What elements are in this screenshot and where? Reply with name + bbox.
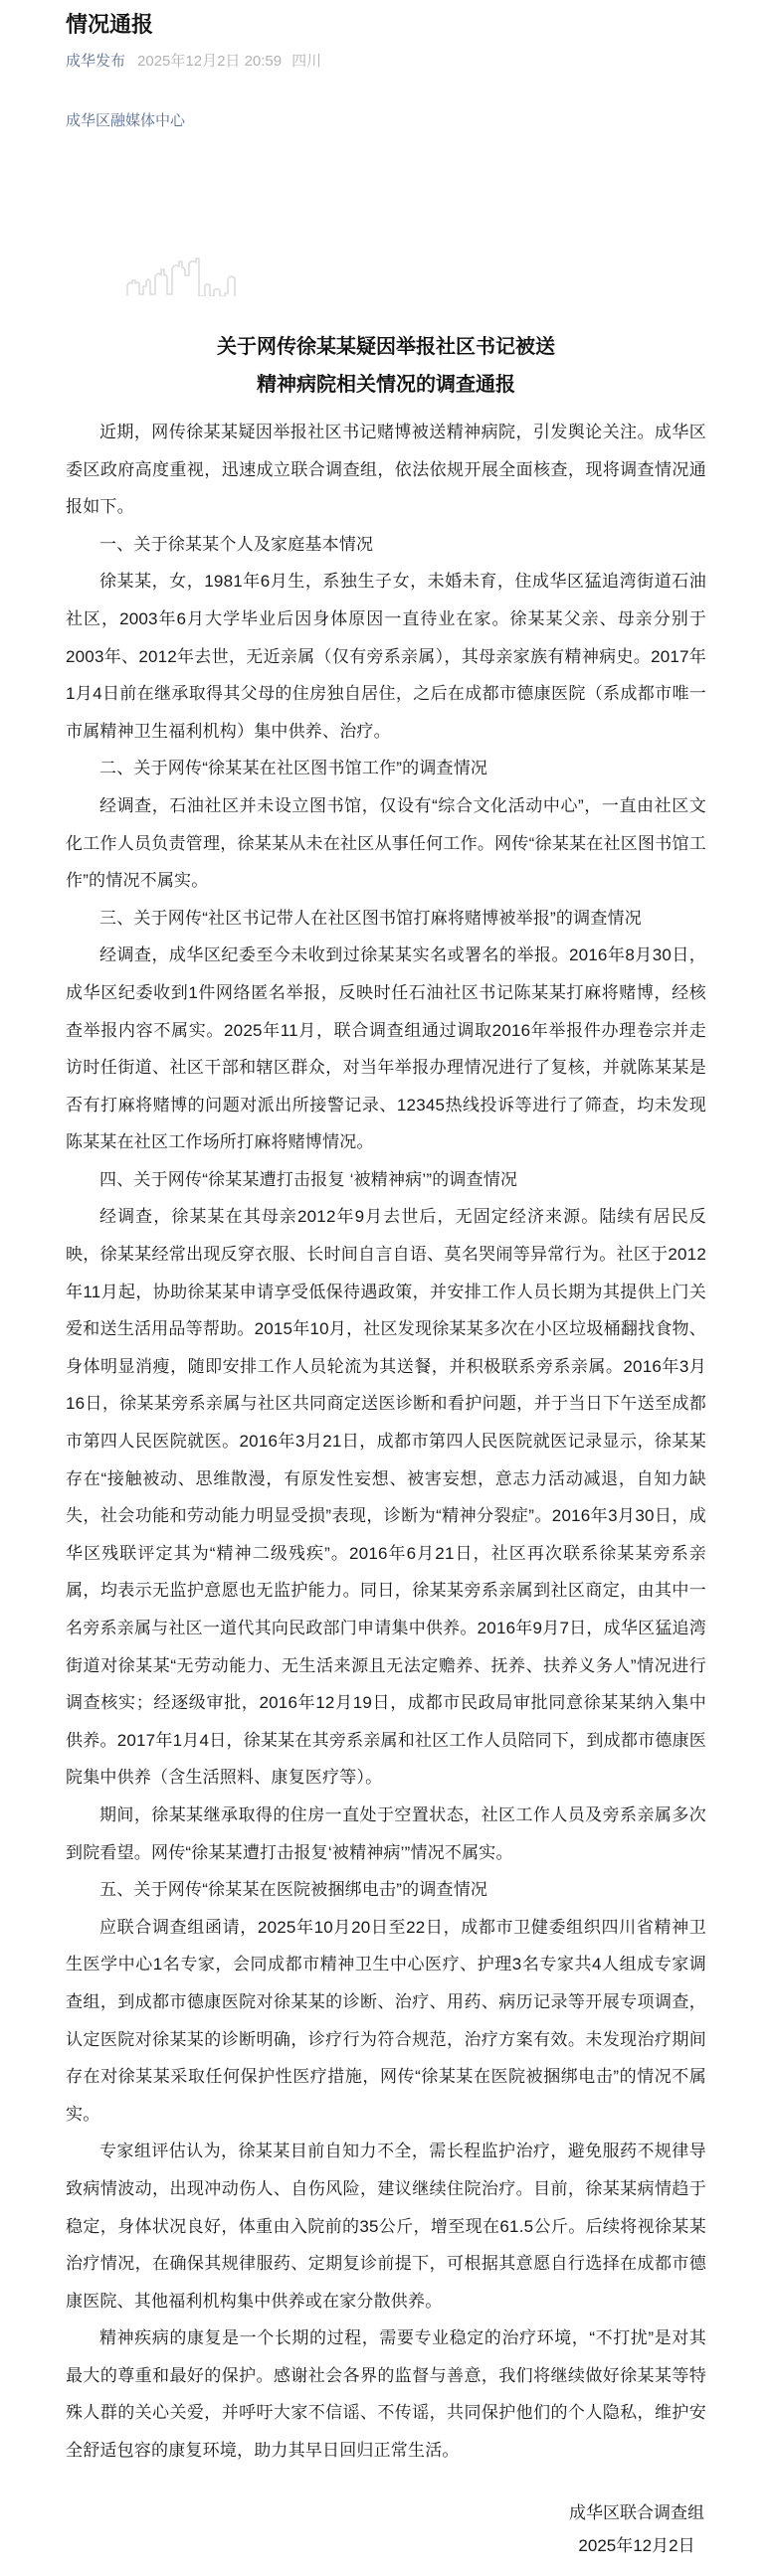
article-paragraph: 一、关于徐某某个人及家庭基本情况 xyxy=(99,534,374,554)
article-title-line1: 关于网传徐某某疑因举报社区书记被送 xyxy=(217,336,555,358)
article-title-line2: 精神病院相关情况的调查通报 xyxy=(257,374,515,396)
article-paragraph: 近期，网传徐某某疑因举报社区书记赌博被送精神病院，引发舆论关注。成华区委区政府高度重视，迅速成立联合调查组，依法依规开展全面核查，现将调查情况通报如下。 xyxy=(66,423,706,517)
signature-date: 2025年12月2日 xyxy=(578,2535,695,2555)
article-paragraph: 期间，徐某某继承取得的住房一直处于空置状态，社区工作人员及旁系亲属多次到院看望。网传“徐某某遭打击报复‘被精神病’”情况不属实。 xyxy=(66,1804,706,1862)
source-link[interactable]: 成华区融媒体中心 xyxy=(66,112,186,129)
article-paragraph: 三、关于网传“社区书记带人在社区图书馆打麻将赌博被举报”的调查情况 xyxy=(99,908,642,928)
article-paragraph: 专家组评估认为，徐某某目前自知力不全，需长程监护治疗，避免服药不规律导致病情波动，出现冲动伤人、自伤风险，建议继续住院治疗。目前，徐某某病情趋于稳定，身体状况良好，体重由入院前的35公斤，增至现在61.5公斤。后续将视徐某某治疗情况，在确保其规律服药、定期复诊前提下，可根据其意愿自行选择在成都市德康医院、其他福利机构集中供养或在家分散供养。 xyxy=(66,2142,706,2311)
signature-name: 成华区联合调查组 xyxy=(569,2502,704,2522)
article-paragraph: 经调查，石油社区并未设立图书馆，仅设有“综合文化活动中心”，一直由社区文化工作人员负责管理，徐某某从未在社区从事任何工作。网传“徐某某在社区图书馆工作”的情况不属实。 xyxy=(66,795,706,891)
article-paragraph: 二、关于网传“徐某某在社区图书馆工作”的调查情况 xyxy=(99,759,488,778)
article-paragraph: 四、关于网传“徐某某遭打击报复 ‘被精神病’”的调查情况 xyxy=(99,1169,518,1189)
article-paragraph: 徐某某，女，1981年6月生，系独生子女，未婚未育，住成华区猛追湾街道石油社区，2003年6月大学毕业后因身体原因一直待业在家。徐某某父亲、母亲分别于2003年、2012年去世，无近亲属（仅有旁系亲属），其母亲家族有精神病史。2017年1月4日前在继承取得其父母的住房独自居住，之后在成都市德康医院（系成都市唯一市属精神卫生福利机构）集中供养、治疗。 xyxy=(66,572,706,741)
article-paragraph: 经调查，徐某某在其母亲2012年9月去世后，无固定经济来源。陆续有居民反映，徐某某经常出现反穿衣服、长时间自言自语、莫名哭闹等异常行为。社区于2012年11月起，协助徐某某申请享受低保待遇政策，并安排工作人员长期为其提供上门关爱和送生活用品等帮助。2015年10月，社区发现徐某某多次在小区垃圾桶翻找食物、身体明显消瘦，随即安排工作人员轮流为其送餐，并积极联系旁系亲属。2016年3月16日，徐某某旁系亲属与社区共同商定送医诊断和看护问题，并于当日下午送至成都市第四人民医院就医。2016年3月21日，成都市第四人民医院就医记录显示，徐某某存在“接触被动、思维散漫，有原发性妄想、被害妄想，意志力活动减退，自知力缺失，社会功能和劳动能力明显受损”表现，诊断为“精神分裂症”。2016年3月30日，成华区残联评定其为“精神二级残疾”。2016年6月21日，社区再次联系徐某某旁系亲属，均表示无监护意愿也无监护能力。同日，徐某某旁系亲属到社区商定，由其中一名旁系亲属与社区一道代其向民政部门申请集中供养。2016年9月7日，成华区猛追湾街道对徐某某“无劳动能力、无生活来源且无法定赡养、抚养、扶养义务人”情况进行调查核实；经逐级审批，2016年12月19日，成都市民政局审批同意徐某某纳入集中供养。2017年1月4日，徐某某在其旁系亲属和社区工作人员陪同下，到成都市德康医院集中供养（含生活照料、康复医疗等）。 xyxy=(66,1207,706,1788)
publish-location: 四川 xyxy=(291,53,322,70)
article-paragraph: 应联合调查组函请，2025年10月20日至22日，成都市卫健委组织四川省精神卫生医学中心1名专家，会同成都市精神卫生中心医疗、护理3名专家共4人组成专家调查组，到成都市德康医院对徐某某的诊断、治疗、用药、病历记录等开展专项调查，认定医院对徐某某的诊断明确，诊疗行为符合规范，治疗方案有效。未发现治疗期间存在对徐某某采取任何保护性医疗措施，网传“徐某某在医院被捆绑电击”的情况不属实。 xyxy=(66,1917,706,2124)
article-paragraphs xyxy=(66,414,706,2470)
hero-image xyxy=(66,137,706,304)
article-meta xyxy=(66,51,706,72)
article-body xyxy=(66,328,706,2562)
city-skyline-sketch-icon xyxy=(99,239,275,296)
account-link[interactable]: 成华发布 xyxy=(66,53,126,70)
article-paragraph: 经调查，成华区纪委至今未收到过徐某某实名或署名的举报。2016年8月30日，成华区纪委收到1件网络匿名举报，反映时任石油社区书记陈某某打麻将赌博，经核查举报内容不属实。2025年11月，联合调查组通过调取2016年举报件办理卷宗并走访时任街道、社区干部和辖区群众，对当年举报办理情况进行了复核，并就陈某某是否有打麻将赌博的问题对派出所接警记录、12345热线投诉等进行了筛查，均未发现陈某某在社区工作场所打麻将赌博情况。 xyxy=(66,945,706,1152)
article-paragraph: 精神疾病的康复是一个长期的过程，需要专业稳定的治疗环境，“不打扰”是对其最大的尊重和最好的保护。感谢社会各界的监督与善意，我们将继续做好徐某某等特殊人群的关心关爱，并呼吁大家不信谣、不传谣，共同保护他们的个人隐私，维护安全舒适包容的康复环境，助力其早日回归正常生活。 xyxy=(66,2328,706,2461)
page-title: 情况通报 xyxy=(66,12,154,37)
signature-block xyxy=(569,2496,704,2562)
article-title xyxy=(66,328,706,404)
publish-time: 2025年12月2日 20:59 xyxy=(137,53,283,70)
article-paragraph: 五、关于网传“徐某某在医院被捆绑电击”的调查情况 xyxy=(99,1880,488,1900)
